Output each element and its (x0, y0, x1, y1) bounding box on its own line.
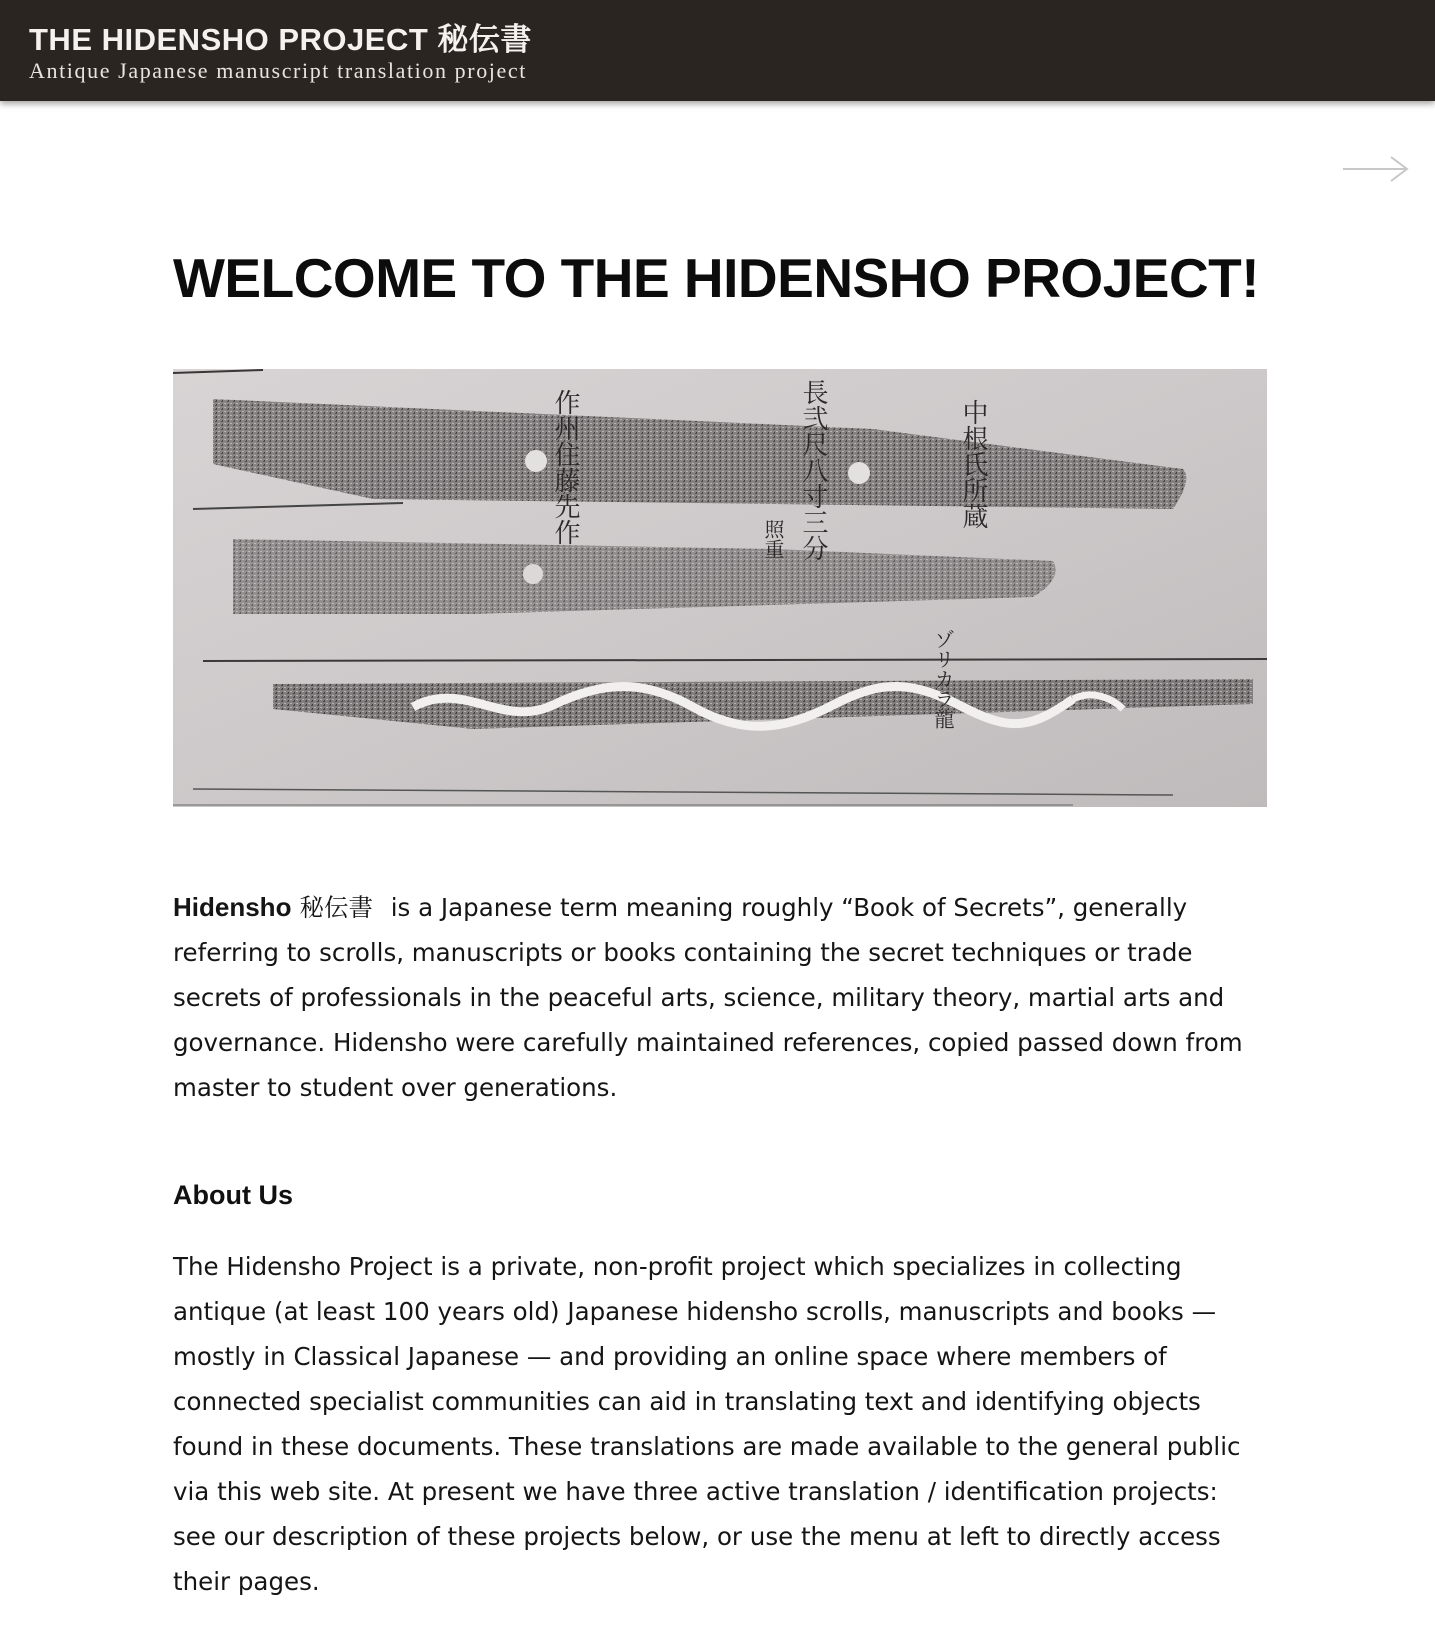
sword-rubbing-illustration (173, 369, 1267, 807)
calligraphy-middle: 照重 (761, 519, 785, 559)
calligraphy-lower: ゾリカラ龍 (931, 629, 955, 729)
page-title: WELCOME TO THE HIDENSHO PROJECT! (173, 247, 1260, 309)
hero-image-sword-oshigata (173, 369, 1267, 807)
term-kanji: 秘伝書 (299, 893, 373, 922)
site-title[interactable]: THE HIDENSHO PROJECT 秘伝書 (29, 22, 532, 57)
intro-text: is a Japanese term meaning roughly “Book of Secrets”, generally referring to scrolls, manuscripts or books containing the secret techniques or trade secrets of professionals in the peaceful arts, science, military theory, martial arts and governance. Hidensho were carefully maintained references, copied passed down from master to student over generations. (173, 893, 1243, 1102)
right-arrow-icon (1341, 152, 1411, 186)
calligraphy-collection: 中根氏所蔵 (958, 399, 988, 529)
about-paragraph (173, 1244, 1267, 1604)
site-tagline: Antique Japanese manuscript translation project (29, 58, 527, 83)
about-text: The Hidensho Project is a private, non-profit project which specializes in collecting antique (at least 100 years old) Japanese hidensho scrolls, manuscripts and books — mostly in Classical Japanese — and providing an online space where members of connected specialist communities can aid in translating text and identifying objects found in these documents. These translations are made available to the general public via this web site. At present we have three active translation / identification projects: see our description of these projects below, or use the menu at left to directly access their pages. (173, 1252, 1241, 1596)
about-heading: About Us (173, 1180, 293, 1210)
next-page-button[interactable] (1341, 152, 1411, 186)
calligraphy-length: 長弐尺八寸三分 (798, 379, 828, 561)
calligraphy-smith: 作州住藤先作 (550, 389, 580, 545)
term-hidensho: Hidensho (173, 892, 292, 922)
intro-paragraph (173, 885, 1267, 1110)
site-header (0, 0, 1435, 101)
